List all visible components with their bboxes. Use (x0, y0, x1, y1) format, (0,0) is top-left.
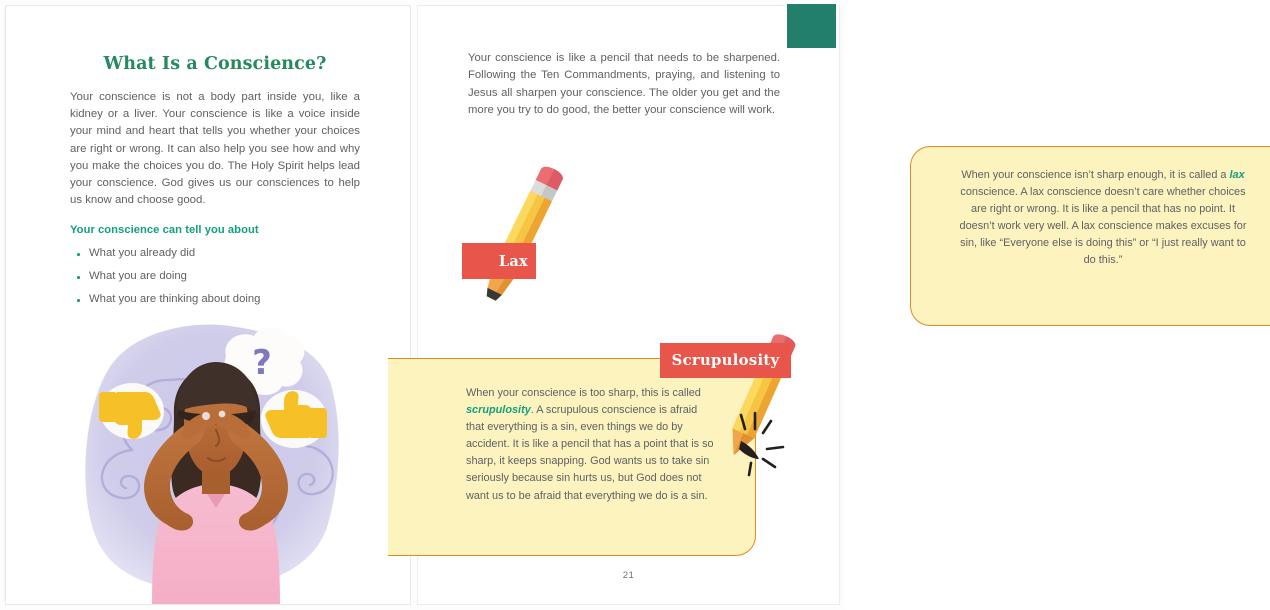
conscience-illustration (70, 318, 362, 604)
scrupulosity-callout-text (466, 385, 716, 505)
pencil-analogy-paragraph: Your conscience is like a pencil that needs to be sharpened. Following the Ten Commandments, praying, and listening to Jesus all sharpen your conscience. The older you get and the more you try to do good, the better your conscience will work. (468, 52, 780, 117)
lax-ribbon-label: Lax (462, 243, 536, 279)
lax-callout-text (953, 167, 1253, 270)
lax-text-before: When your conscience isn’t sharp enough, it is called a (961, 169, 1230, 181)
scrupulosity-ribbon-label: Scrupulosity (660, 343, 791, 378)
thumbs-up-icon (261, 390, 327, 448)
scrupulosity-text-after: . A scrupulous conscience is afraid that everything is a sin, even things we do by accident. It is like a pencil that has a point that is so sharp, it keeps snapping. God wants us to take sin seriously because sin hurts us, but God does not want us to be afraid that everything we do is a sin. (466, 404, 714, 502)
left-page (6, 6, 410, 604)
left-page-text-column (70, 54, 360, 316)
lax-term: lax (1229, 169, 1245, 181)
dull-pencil-icon (482, 163, 568, 309)
page-number: 21 (622, 570, 635, 581)
subheading: Your conscience can tell you about (70, 224, 259, 237)
scrupulosity-text-before: When your conscience is too sharp, this is called (466, 387, 701, 399)
list-item: What you are doing (70, 270, 360, 282)
list-item: What you already did (70, 247, 360, 259)
conscience-bullet-list (70, 247, 360, 305)
lax-text-after: conscience. A lax conscience doesn’t care whether choices are right or wrong. It is like a pencil that has no point. It doesn’t work very well. A lax conscience makes excuses for sin, like “Everyone else is doing this” or “I just really want to do this.” (959, 186, 1247, 267)
scrupulosity-term: scrupulosity (466, 404, 531, 417)
scrupulosity-callout-box (388, 358, 756, 556)
page-title: What Is a Conscience? (103, 54, 327, 74)
list-item: What you are thinking about doing (70, 293, 360, 305)
intro-paragraph: Your conscience is not a body part inside you, like a kidney or a liver. Your conscience is like a voice inside your mind and heart that tells you whether your choices are right or wrong. It can also help you see how and why you make the choices you do. The Holy Spirit helps lead your conscience. God gives us our consciences to help us know and choose good. (70, 91, 360, 207)
lax-callout-box (910, 146, 1270, 326)
question-mark-icon: ? (252, 343, 272, 383)
